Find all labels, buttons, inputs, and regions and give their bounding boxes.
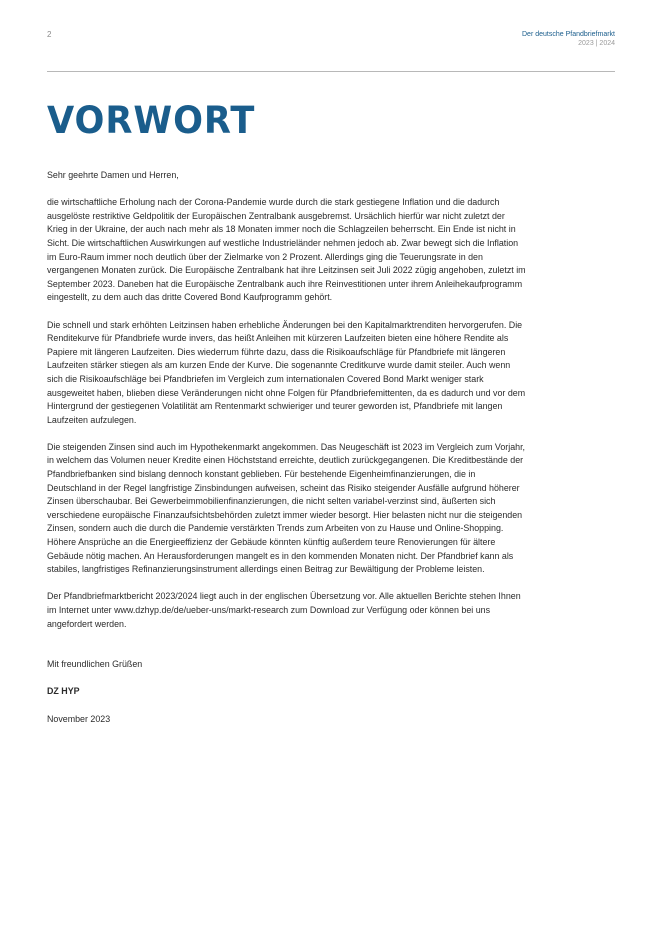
running-head: [522, 30, 615, 48]
header-divider: [47, 71, 615, 72]
page-number: 2: [47, 30, 52, 39]
publication-title: Der deutsche Pfandbriefmarkt: [522, 31, 615, 38]
paragraph: die wirtschaftliche Erholung nach der Corona-Pandemie wurde durch die stark gestiegene Inflation und die dadurch ausgelöste restriktive Geldpolitik der Europäischen Zentralbank ausgebremst. Ursächlich hierfür war nicht zuletzt der Krieg in der Ukraine, der auch nach mehr als 18 Monaten immer noch die Schlagzeilen beherrscht. Ein Ende ist nicht in Sicht. Die wirtschaftlichen Auswirkungen auf westliche Industrieländer nehmen jedoch ab. Zwar bewegt sich die Inflation im Euro-Raum immer noch deutlich über der Zielmarke von 2 Prozent. Allerdings ging die Teuerungsrate in den vergangenen Monaten zurück. Die Europäische Zentralbank hat ihre Leitzinsen seit Juli 2022 zügig angehoben, zuletzt im September 2023. Daneben hat die Europäische Zentralbank auch ihre Reinvestitionen unter ihrem Anleihekaufprogramm eingestellt, zu dem auch das dritte Covered Bond Kaufprogramm gehört.: [47, 197, 526, 303]
publication-year: 2023 | 2024: [578, 40, 615, 47]
salutation: Sehr geehrte Damen und Herren,: [47, 170, 179, 180]
letter-body: [47, 169, 527, 740]
paragraph: Die steigenden Zinsen sind auch im Hypothekenmarkt angekommen. Das Neugeschäft ist 2023 im Vergleich zum Vorjahr, in welchem das Volumen neuer Kredite einen Höchststand erreichte, deutlich zurückgegangenen. Die Kreditbestände der Pfandbriefbanken sind bislang dennoch konstant geblieben. Für bestehende Eigenheimfinanzierungen, die in Deutschland in der Regel langfristige Zinsbindungen aufweisen, scheint das Risiko steigender Ausfälle aufgrund höherer Zinsen überschaubar. Bei Gewerbeimmobilienfinanzierungen, die nicht selten variabel-verzinst sind, äußerten sich verschiedene europäische Finanzaufsichtsbehörden zuletzt immer wieder besorgt. Hier belasten nicht nur die steigenden Zinsen, sondern auch die durch die Pandemie verstärkten Trends zum Arbeiten von zu Hause und Online-Shopping. Höhere Ansprüche an die Energieeffizienz der Gebäude könnten künftig außerdem teure Renovierungen für ältere Gebäude nötig machen. An Herausforderungen mangelt es in den kommenden Monaten nicht. Der Pfandbrief kann als stabiles, langfristiges Refinanzierungsinstrument allerdings einen Beitrag zur Bewältigung der Probleme leisten.: [47, 441, 526, 575]
closing: Mit freundlichen Grüßen: [47, 659, 143, 670]
paragraph: Die schnell und stark erhöhten Leitzinsen haben erhebliche Änderungen bei den Kapitalmarktrenditen hervorgerufen. Die Renditekurve für Pfandbriefe wurde invers, das heißt Anleihen mit kürzeren Laufzeiten bieten eine höhere Rendite als Papiere mit längeren Laufzeiten. Dies wiederrum führte dazu, dass die Risikoaufschläge für Pfandbriefe mit längeren Laufzeiten stärker stiegen als am kurzen Ende der Kurve. Die sogenannte Creditkurve wurde damit steiler. Auch wenn sich die Risikoaufschläge bei Pfandbriefen im Vergleich zum internationalen Covered Bond Markt weniger stark ausgeweitet haben, blieben diese Veränderungen nicht ohne Folgen für Pfandbriefemittenten, da es dadurch und vor dem Hintergrund der gestiegenen Volatilität am Rentenmarkt schwieriger und teurer geworden ist, Pfandbriefe mit langen Laufzeiten aufzulegen.: [47, 319, 526, 425]
page-title: VORWORT: [47, 99, 256, 142]
date: November 2023: [47, 713, 111, 724]
signature: DZ HYP: [47, 686, 80, 697]
paragraph: Der Pfandbriefmarktbericht 2023/2024 liegt auch in der englischen Übersetzung vor. Alle aktuellen Berichte stehen Ihnen im Internet unter www.dzhyp.de/de/ueber-uns/markt-research zum Download zur Verfügung oder können bei uns angefordert werden.: [47, 591, 521, 629]
